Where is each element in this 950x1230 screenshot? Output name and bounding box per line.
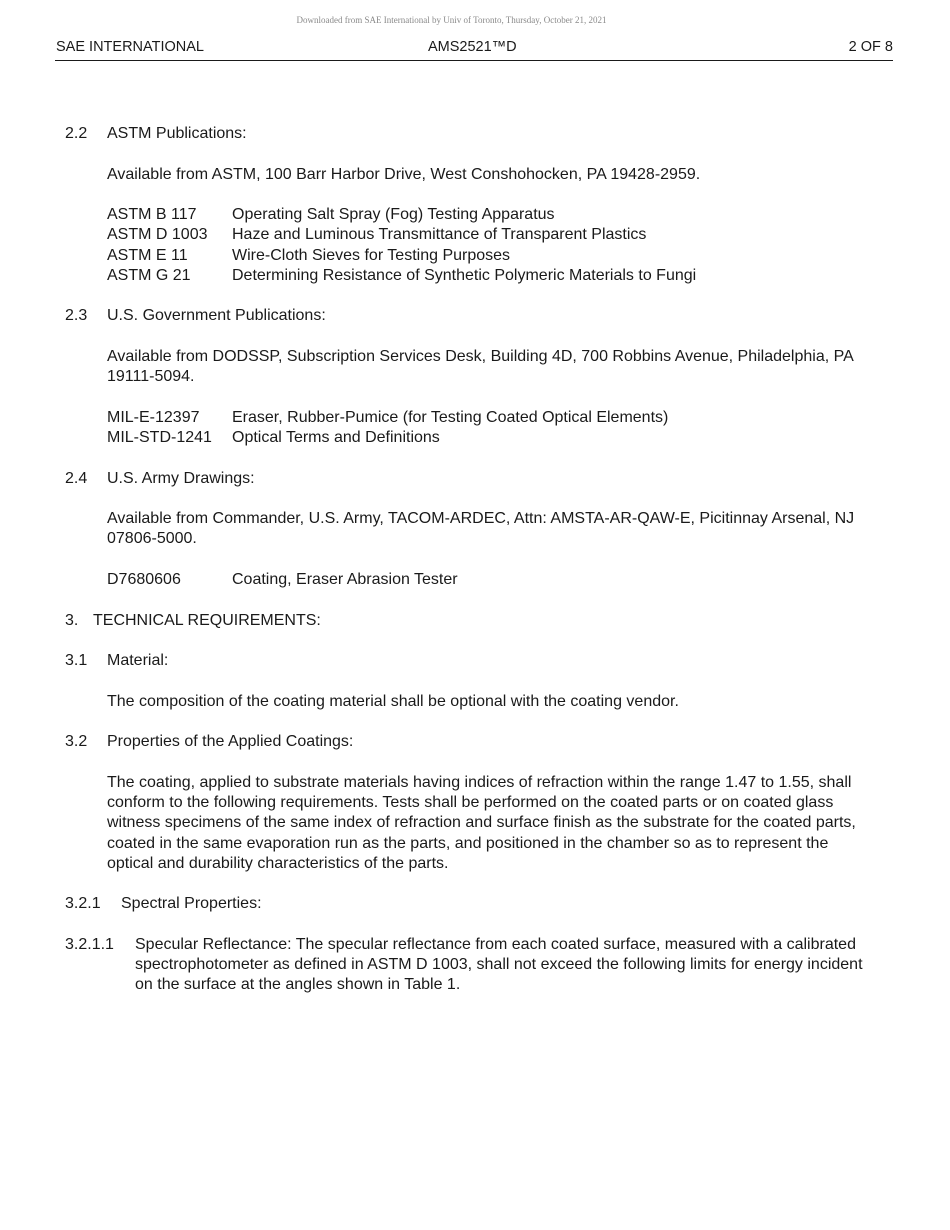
section-3-2-1-heading bbox=[65, 894, 865, 914]
reference-row bbox=[107, 570, 865, 590]
section-number: 3.2 bbox=[65, 733, 88, 751]
reference-code: ASTM G 21 bbox=[107, 266, 191, 284]
reference-row bbox=[107, 266, 865, 286]
section-3-1-heading bbox=[65, 651, 865, 671]
astm-reference-list bbox=[107, 205, 865, 286]
reference-title: Determining Resistance of Synthetic Polymeric Materials to Fungi bbox=[232, 266, 697, 284]
section-title: U.S. Army Drawings: bbox=[107, 469, 255, 487]
section-title: Material: bbox=[107, 652, 169, 670]
section-number: 3.1 bbox=[65, 652, 88, 670]
download-watermark: Downloaded from SAE International by Univ of Toronto, Thursday, October 21, 2021 bbox=[296, 15, 607, 25]
section-title: Spectral Properties: bbox=[121, 895, 262, 913]
section-number: 2.2 bbox=[65, 125, 88, 142]
reference-code: ASTM D 1003 bbox=[107, 226, 208, 244]
coating-properties-paragraph: The coating, applied to substrate materials having indices of refraction within the range 1.47 to 1.55, shall conform to the following requirements. Tests shall be performed on the coated parts or on coated glass witness specimens of the same index of refraction and surface finish as the substrate for the coated parts, coated in the same evaporation run as the parts, and positioned in the chamber so as to represent the optical and durability characteristics of the parts. bbox=[107, 773, 856, 872]
page-header bbox=[55, 39, 893, 61]
reference-code: ASTM B 117 bbox=[107, 206, 197, 224]
specular-reflectance-paragraph: Specular Reflectance: The specular reflectance from each coated surface, measured with a calibrated spectrophotometer as defined in ASTM D 1003, shall not exceed the following limits for energy incident on the surface at the angles shown in Table 1. bbox=[135, 935, 863, 994]
reference-title: Operating Salt Spray (Fog) Testing Apparatus bbox=[232, 206, 555, 224]
dodssp-address: Available from DODSSP, Subscription Services Desk, Building 4D, 700 Robbins Avenue, Philadelphia, PA 19111-5094. bbox=[107, 347, 853, 386]
material-paragraph: The composition of the coating material shall be optional with the coating vendor. bbox=[107, 692, 679, 710]
reference-row bbox=[107, 408, 865, 428]
astm-address: Available from ASTM, 100 Barr Harbor Drive, West Conshohocken, PA 19428-2959. bbox=[107, 165, 701, 183]
reference-title: Eraser, Rubber-Pumice (for Testing Coated Optical Elements) bbox=[232, 408, 669, 426]
header-publisher: SAE INTERNATIONAL bbox=[56, 39, 204, 55]
reference-row bbox=[107, 205, 865, 225]
government-reference-list bbox=[107, 408, 865, 448]
section-3-heading bbox=[65, 611, 865, 631]
section-number: 3.2.1 bbox=[65, 895, 101, 913]
section-number: 2.3 bbox=[65, 307, 88, 325]
document-body bbox=[65, 124, 865, 1016]
reference-row bbox=[107, 246, 865, 266]
army-address: Available from Commander, U.S. Army, TACOM-ARDEC, Attn: AMSTA-AR-QAW-E, Picitinnay Arsenal, NJ 07806-5000. bbox=[107, 510, 855, 548]
reference-code: D7680606 bbox=[107, 570, 181, 588]
section-3-2-1-1 bbox=[65, 935, 865, 996]
reference-code: ASTM E 11 bbox=[107, 246, 188, 264]
section-title: U.S. Government Publications: bbox=[107, 307, 326, 325]
section-2-2-heading bbox=[65, 124, 865, 144]
reference-title: Optical Terms and Definitions bbox=[232, 428, 440, 446]
section-number: 3.2.1.1 bbox=[65, 935, 114, 953]
reference-row bbox=[107, 225, 865, 245]
section-title: TECHNICAL REQUIREMENTS: bbox=[93, 611, 321, 629]
section-title: ASTM Publications: bbox=[107, 125, 247, 142]
header-document-number: AMS2521™D bbox=[428, 39, 517, 55]
section-number: 2.4 bbox=[65, 469, 88, 487]
reference-title: Haze and Luminous Transmittance of Transparent Plastics bbox=[232, 226, 647, 244]
header-page-number: 2 OF 8 bbox=[848, 39, 893, 55]
section-2-4-heading bbox=[65, 469, 865, 489]
section-title: Properties of the Applied Coatings: bbox=[107, 733, 354, 751]
section-3-2-heading bbox=[65, 732, 865, 752]
reference-code: MIL-E-12397 bbox=[107, 408, 200, 426]
reference-title: Wire-Cloth Sieves for Testing Purposes bbox=[232, 246, 511, 264]
section-2-3-heading bbox=[65, 306, 865, 326]
reference-row bbox=[107, 428, 865, 448]
army-drawing-list bbox=[107, 570, 865, 590]
reference-title: Coating, Eraser Abrasion Tester bbox=[232, 570, 458, 588]
section-number: 3. bbox=[65, 611, 79, 629]
reference-code: MIL-STD-1241 bbox=[107, 428, 212, 446]
